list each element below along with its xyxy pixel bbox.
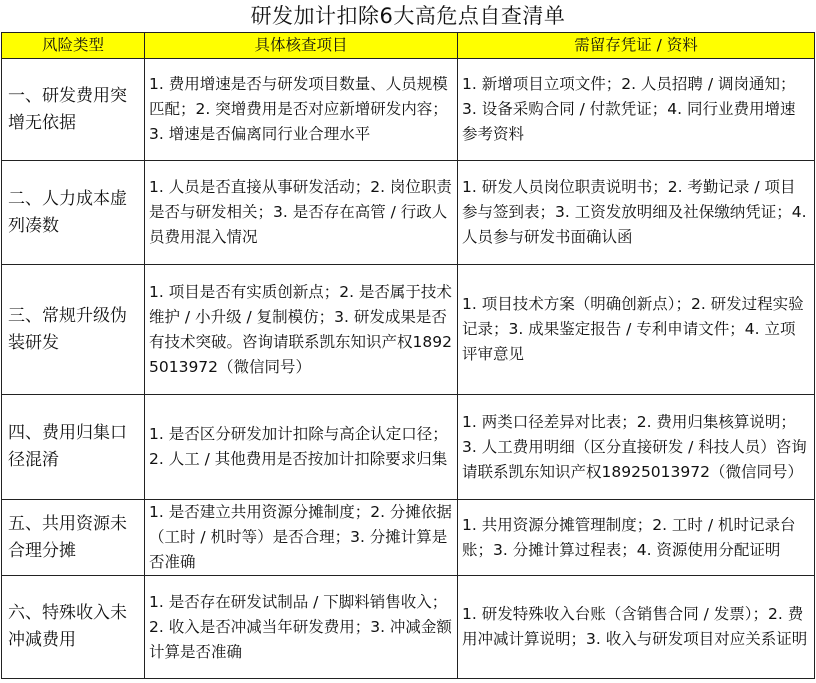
evidence-cell: 1. 研发特殊收入台账（含销售合同 / 发票）；2. 费用冲减计算说明；3. 收入与研发项目对应关系证明 [458,576,815,679]
table-row [2,500,815,576]
risk-type-cell: 四、费用归集口径混淆 [2,395,145,500]
risk-type-cell: 二、人力成本虚列凑数 [2,161,145,265]
table-row [2,59,815,161]
header-check-items: 具体核查项目 [145,33,458,59]
risk-type-cell: 五、共用资源未合理分摊 [2,500,145,576]
header-row [2,33,815,59]
risk-type-cell: 三、常规升级伪装研发 [2,265,145,395]
table-row [2,395,815,500]
evidence-cell: 1. 项目技术方案（明确创新点）；2. 研发过程实验记录；3. 成果鉴定报告 / 专利申请文件；4. 立项评审意见 [458,265,815,395]
evidence-cell: 1. 新增项目立项文件；2. 人员招聘 / 调岗通知；3. 设备采购合同 / 付款凭证；4. 同行业费用增速参考资料 [458,59,815,161]
checklist-table [1,32,815,679]
check-items-cell: 1. 是否存在研发试制品 / 下脚料销售收入；2. 收入是否冲减当年研发费用；3. 冲减金额计算是否准确 [145,576,458,679]
risk-type-cell: 一、研发费用突增无依据 [2,59,145,161]
page-title: 研发加计扣除6大高危点自查清单 [250,4,566,28]
check-items-cell: 1. 是否建立共用资源分摊制度；2. 分摊依据（工时 / 机时等）是否合理；3. 分摊计算是否准确 [145,500,458,576]
table-row [2,265,815,395]
evidence-cell: 1. 两类口径差异对比表；2. 费用归集核算说明；3. 人工费用明细（区分直接研发 / 科技人员）咨询请联系凯东知识产权18925013972（微信同号） [458,395,815,500]
table-row [2,161,815,265]
header-risk-type: 风险类型 [2,33,145,59]
risk-type-cell: 六、特殊收入未冲减费用 [2,576,145,679]
table-row [2,576,815,679]
check-items-cell: 1. 项目是否有实质创新点；2. 是否属于技术维护 / 小升级 / 复制模仿；3. 研发成果是否有技术突破。咨询请联系凯东知识产权18925013972（微信同号） [145,265,458,395]
evidence-cell: 1. 共用资源分摊管理制度；2. 工时 / 机时记录台账；3. 分摊计算过程表；4. 资源使用分配证明 [458,500,815,576]
check-items-cell: 1. 是否区分研发加计扣除与高企认定口径；2. 人工 / 其他费用是否按加计扣除要求归集 [145,395,458,500]
header-evidence: 需留存凭证 / 资料 [458,33,815,59]
check-items-cell: 1. 费用增速是否与研发项目数量、人员规模匹配；2. 突增费用是否对应新增研发内容；3. 增速是否偏离同行业合理水平 [145,59,458,161]
evidence-cell: 1. 研发人员岗位职责说明书；2. 考勤记录 / 项目参与签到表；3. 工资发放明细及社保缴纳凭证；4. 人员参与研发书面确认函 [458,161,815,265]
check-items-cell: 1. 人员是否直接从事研发活动；2. 岗位职责是否与研发相关；3. 是否存在高管 / 行政人员费用混入情况 [145,161,458,265]
